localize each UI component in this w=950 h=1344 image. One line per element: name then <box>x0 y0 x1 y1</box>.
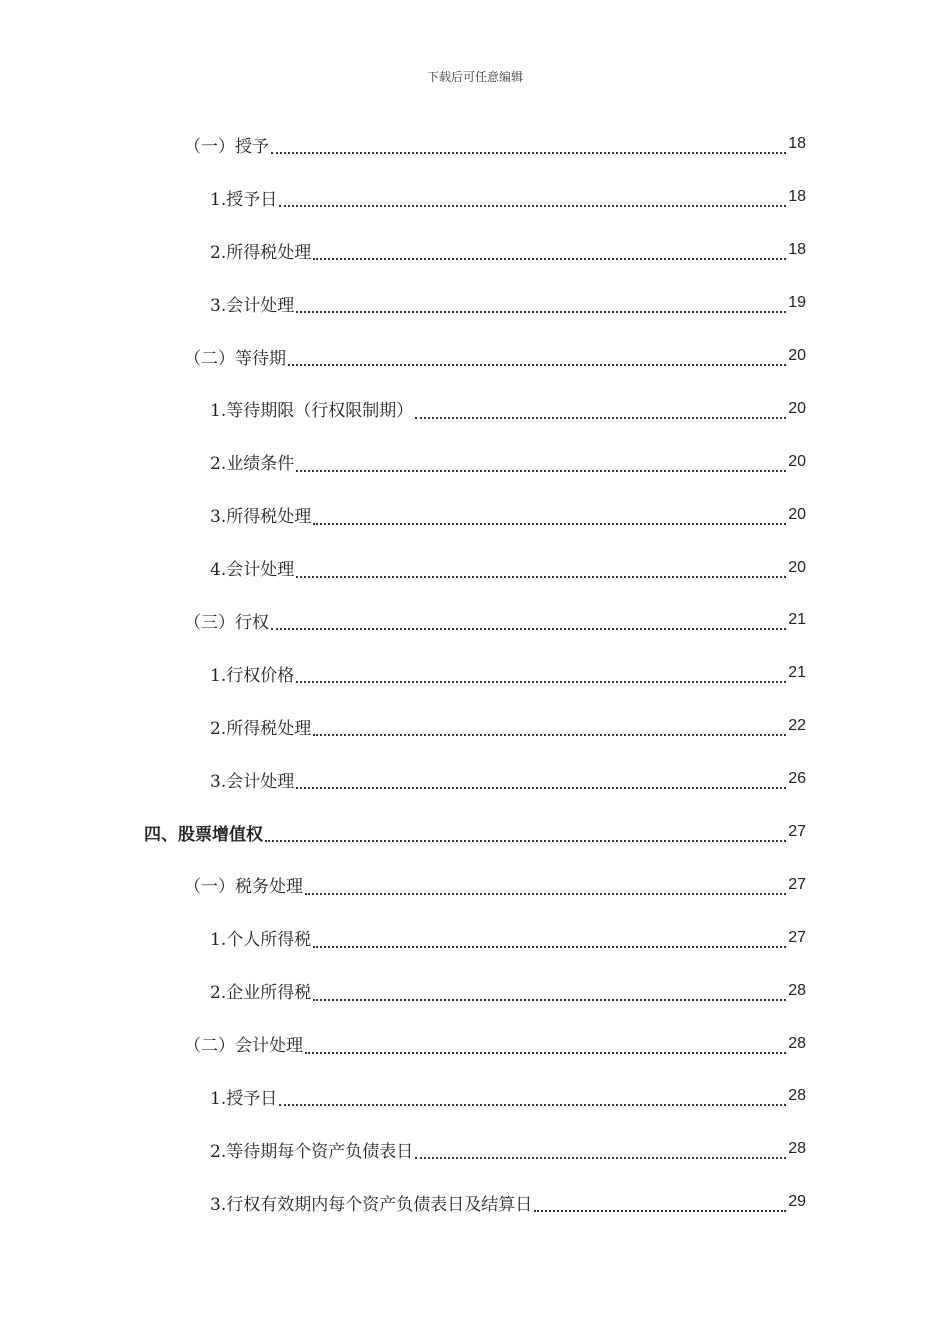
toc-page-number: 20 <box>788 505 806 523</box>
toc-page-number: 18 <box>788 241 806 259</box>
toc-dot-leader <box>265 826 786 842</box>
toc-entry[interactable] <box>0 171 950 224</box>
toc-entry[interactable] <box>0 330 950 383</box>
toc-dot-leader <box>313 509 786 525</box>
toc-page-number: 29 <box>788 1193 806 1211</box>
toc-page-number: 28 <box>788 1140 806 1158</box>
toc-dot-leader <box>313 720 786 736</box>
toc-entry[interactable] <box>0 1017 950 1070</box>
toc-dot-leader <box>313 985 786 1001</box>
toc-entry-title: 1.行权价格 <box>210 665 295 686</box>
toc-dot-leader <box>534 1196 786 1212</box>
toc-entry[interactable] <box>0 753 950 806</box>
toc-entry[interactable] <box>0 382 950 435</box>
toc-page-number: 28 <box>788 1034 806 1052</box>
toc-entry[interactable] <box>0 435 950 488</box>
toc-page-number: 27 <box>788 928 806 946</box>
toc-page-number: 18 <box>788 188 806 206</box>
toc-entry-title: 1.个人所得税 <box>210 930 312 951</box>
toc-dot-leader <box>296 667 786 683</box>
toc-entry-title: 2.所得税处理 <box>210 718 312 739</box>
toc-entry-title: 3.会计处理 <box>210 771 295 792</box>
toc-entry-title: 2.所得税处理 <box>210 242 312 263</box>
toc-entry[interactable] <box>0 277 950 330</box>
toc-dot-leader <box>296 297 786 313</box>
toc-dot-leader <box>271 614 786 630</box>
toc-dot-leader <box>279 191 786 207</box>
toc-dot-leader <box>415 403 786 419</box>
toc-entry[interactable] <box>0 594 950 647</box>
toc-entry[interactable] <box>0 488 950 541</box>
toc-entry-title: （三）行权 <box>184 612 269 633</box>
toc-dot-leader <box>271 138 786 154</box>
toc-dot-leader <box>288 350 786 366</box>
toc-entry-title: 2.企业所得税 <box>210 983 312 1004</box>
toc-entry[interactable] <box>0 1176 950 1229</box>
toc-page-number: 21 <box>788 611 806 629</box>
toc-entry-title: 2.等待期每个资产负债表日 <box>210 1141 414 1162</box>
page-header: 下载后可任意编辑 <box>426 70 523 84</box>
toc-page-number: 26 <box>788 770 806 788</box>
toc-dot-leader <box>305 879 786 895</box>
toc-entry-title: （一）授予 <box>184 136 269 157</box>
toc-entry-title: 1.授予日 <box>210 1088 278 1109</box>
toc-page-number: 28 <box>788 1087 806 1105</box>
toc-dot-leader <box>313 244 786 260</box>
toc-page-number: 27 <box>788 875 806 893</box>
toc-entry-title: 4.会计处理 <box>210 560 295 581</box>
toc-entry[interactable] <box>0 964 950 1017</box>
toc-entry[interactable] <box>0 806 950 859</box>
toc-entry-title: 1.授予日 <box>210 189 278 210</box>
toc-page-number: 27 <box>788 823 806 841</box>
toc-entry[interactable] <box>0 1123 950 1176</box>
toc-entry[interactable] <box>0 858 950 911</box>
toc-entry-title: （二）会计处理 <box>184 1036 303 1057</box>
toc-page-number: 28 <box>788 981 806 999</box>
toc-page-number: 19 <box>788 294 806 312</box>
toc-entry-title: 3.会计处理 <box>210 295 295 316</box>
toc-entry-title: （二）等待期 <box>184 348 286 369</box>
toc-dot-leader <box>296 773 786 789</box>
toc-page-number: 20 <box>788 558 806 576</box>
toc-entry[interactable] <box>0 700 950 753</box>
toc-entry-title: 1.等待期限（行权限制期） <box>210 401 414 422</box>
toc-page-number: 22 <box>788 717 806 735</box>
toc-entry[interactable] <box>0 541 950 594</box>
toc-dot-leader <box>296 456 786 472</box>
toc-page-number: 20 <box>788 452 806 470</box>
toc-dot-leader <box>415 1143 786 1159</box>
toc-page-number: 18 <box>788 135 806 153</box>
toc-entry-title: 2.业绩条件 <box>210 454 295 475</box>
toc-page-number: 20 <box>788 347 806 364</box>
toc-dot-leader <box>313 932 786 948</box>
toc-entry-title: 四、股票增值权 <box>144 824 263 845</box>
toc-page-number: 20 <box>788 399 806 417</box>
toc-entry[interactable] <box>0 911 950 964</box>
toc-entry[interactable] <box>0 1070 950 1123</box>
toc-entry-title: 3.行权有效期内每个资产负债表日及结算日 <box>210 1194 533 1215</box>
toc-entry[interactable] <box>0 647 950 700</box>
toc-dot-leader <box>279 1090 786 1106</box>
toc-entry[interactable] <box>0 224 950 277</box>
toc-page-number: 21 <box>788 664 806 682</box>
toc-dot-leader <box>305 1038 786 1054</box>
toc-dot-leader <box>296 562 786 578</box>
toc-entry-title: 3.所得税处理 <box>210 507 312 528</box>
toc-entry[interactable] <box>0 118 950 171</box>
toc-entry-title: （一）税务处理 <box>184 877 303 898</box>
table-of-contents <box>0 118 950 1229</box>
